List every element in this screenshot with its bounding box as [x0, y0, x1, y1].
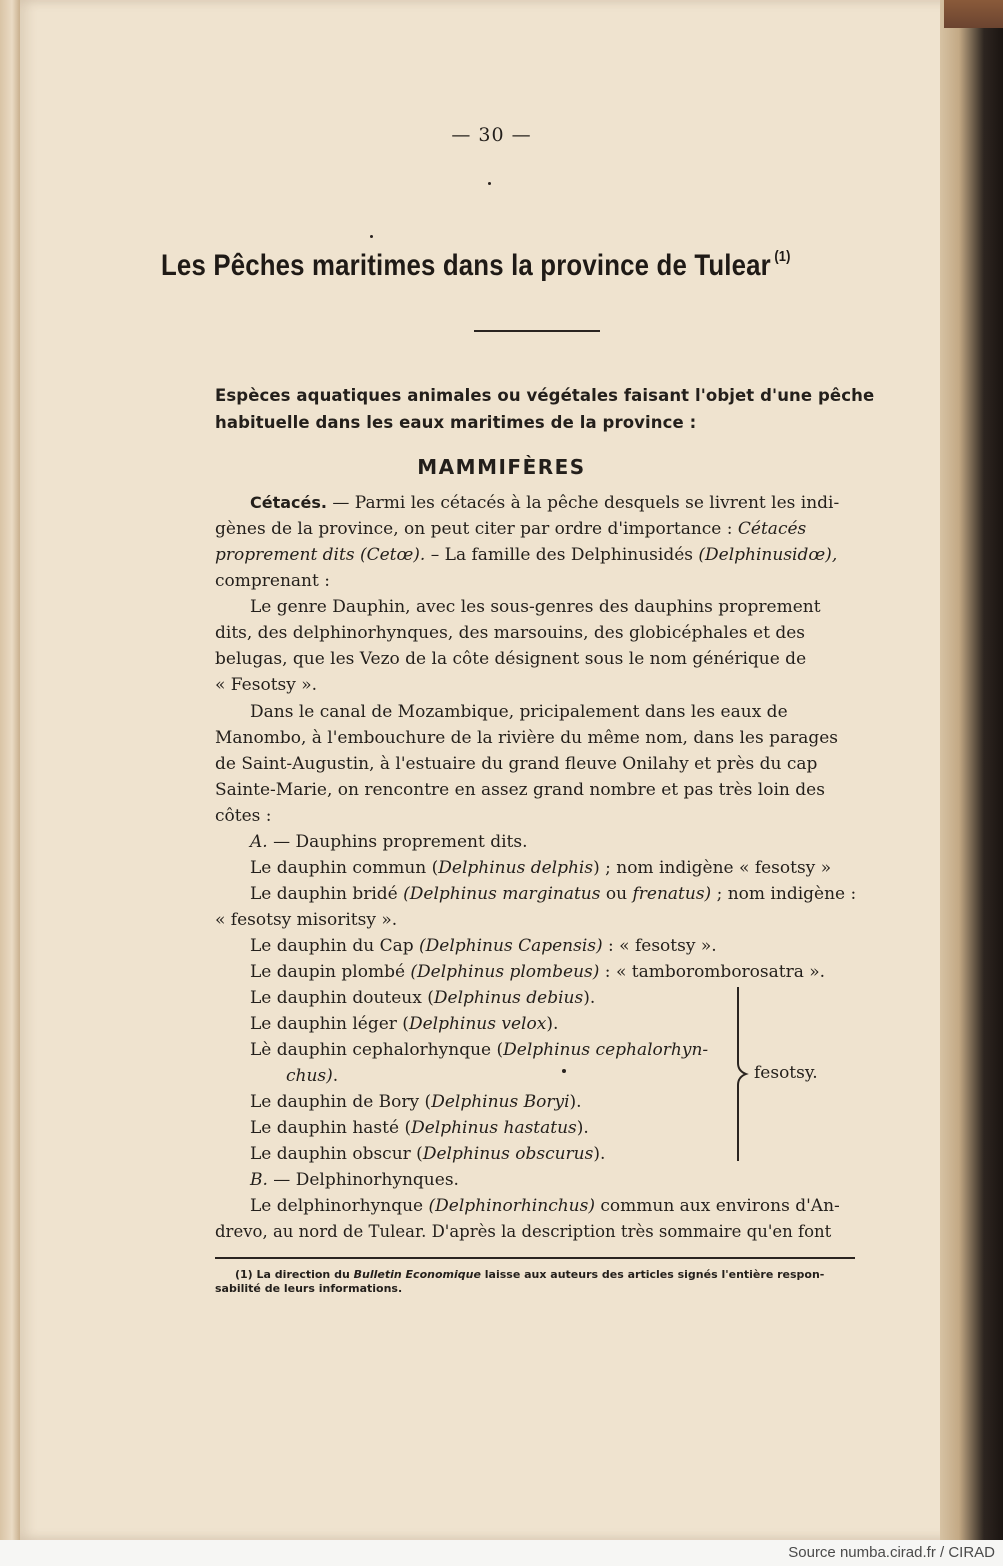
entry-cephalo: [250, 1042, 708, 1059]
entry-text: Le dauphin de Bory (: [250, 1092, 432, 1112]
ink-speck: [562, 1069, 566, 1073]
binding-left-edge: [0, 0, 20, 1540]
section-b-letter: B.: [250, 1170, 268, 1190]
para3-line-5: côtes :: [215, 806, 272, 826]
entry-latin: Delphinus obscurus: [422, 1144, 594, 1164]
ink-speck: [370, 235, 373, 238]
section-b-text: — Delphinorhynques.: [267, 1170, 459, 1190]
para2-line-4: « Fesotsy ».: [215, 675, 318, 695]
entry-latin: (Delphinus plombeus): [410, 962, 600, 982]
para1-line-3: [215, 547, 837, 564]
para3-line-3: de Saint-Augustin, à l'estuaire du grand fleuve Onilahy et près du cap: [215, 754, 818, 774]
entry-haste: [250, 1120, 589, 1137]
document-page: [20, 0, 963, 1540]
para1-line-2: [215, 521, 806, 538]
section-a: [250, 834, 528, 851]
para1-lead: Cétacés.: [250, 493, 327, 512]
para1-line-1: [250, 495, 839, 512]
entry-text: ou: [600, 884, 633, 904]
entry-latin: frenatus): [632, 884, 712, 904]
entry-latin: Delphinus delphis: [438, 858, 594, 878]
entry-obscur: [250, 1146, 605, 1163]
section-a-text: — Dauphins proprement dits.: [267, 832, 528, 852]
brace-label: fesotsy.: [754, 1063, 818, 1083]
footnote-italic: Bulletin Economique: [353, 1268, 481, 1281]
entry-bride: [250, 886, 856, 903]
entry-leger: [250, 1016, 558, 1033]
title-rule: [474, 330, 600, 332]
entry-latin: Delphinus cephalorhyn-: [503, 1040, 709, 1060]
source-credit: Source numba.cirad.fr / CIRAD: [788, 1544, 995, 1561]
entry-commun: [250, 860, 831, 877]
page-title: [20, 248, 932, 283]
entry-text: .: [332, 1066, 339, 1086]
entry-cephalo-line-2: [286, 1068, 338, 1085]
para1-line-4: comprenant :: [215, 571, 330, 591]
entry-text: Le dauphin obscur (: [250, 1144, 423, 1164]
entry-text: commun aux environs d'An-: [594, 1196, 840, 1216]
footnote-text: laisse aux auteurs des articles signés l'entière respon-: [480, 1268, 825, 1281]
entry-latin: Delphinus Boryi: [431, 1092, 570, 1112]
entry-latin: chus): [286, 1066, 333, 1086]
binding-right-edge: [940, 0, 1003, 1540]
entry-text: Le dauphin douteux (: [250, 988, 434, 1008]
para1-text: – La famille des Delphinusidés: [425, 545, 699, 565]
entry-latin: (Delphinus marginatus: [403, 884, 601, 904]
entry-text: Le dauphin bridé: [250, 884, 404, 904]
entry-text: ).: [546, 1014, 559, 1034]
footnote-line-2: sabilité de leurs informations.: [215, 1282, 403, 1295]
para1-text: gènes de la province, on peut citer par ordre d'importance :: [215, 519, 738, 539]
intro-line-1: Espèces aquatiques animales ou végétales faisant l'objet d'une pêche: [215, 386, 875, 405]
title-footnote-marker: (1): [774, 248, 791, 265]
section-a-letter: A.: [250, 832, 268, 852]
para3-line-2: Manombo, à l'embouchure de la rivière du même nom, dans les parages: [215, 728, 839, 748]
entry-text: ; nom indigène :: [711, 884, 857, 904]
entry-douteux: [250, 990, 595, 1007]
binding-top-band: [944, 0, 1003, 28]
entry-text: Le daupin plombé: [250, 962, 411, 982]
entry-latin: Delphinus velox: [408, 1014, 547, 1034]
footnote-line-1: [235, 1268, 824, 1281]
footnote-text: (1) La direction du: [235, 1268, 354, 1281]
para3-line-4: Sainte-Marie, on rencontre en assez grand nombre et pas très loin des: [215, 780, 825, 800]
brace: [732, 985, 754, 1163]
entry-text: ).: [576, 1118, 589, 1138]
entry-text: Le dauphin hasté (: [250, 1118, 412, 1138]
ink-speck: [488, 182, 491, 185]
para-last-line-1: [250, 1198, 840, 1215]
para1-italic: proprement dits (Cetœ).: [215, 545, 426, 565]
para2-line-1: Le genre Dauphin, avec les sous-genres des dauphins proprement: [250, 597, 821, 617]
entry-text: : « fesotsy ».: [602, 936, 717, 956]
entry-latin: (Delphinorhinchus): [428, 1196, 595, 1216]
entry-text: Le dauphin commun (: [250, 858, 439, 878]
entry-text: : « tamboromborosatra ».: [599, 962, 826, 982]
entry-bride-line-2: « fesotsy misoritsy ».: [215, 910, 398, 930]
entry-text: ).: [593, 1144, 606, 1164]
entry-text: Le delphinorhynque: [250, 1196, 429, 1216]
para2-line-2: dits, des delphinorhynques, des marsouins, des globicéphales et des: [215, 623, 805, 643]
entry-text: ).: [569, 1092, 582, 1112]
entry-latin: Delphinus debius: [433, 988, 584, 1008]
entry-latin: (Delphinus Capensis): [419, 936, 603, 956]
entry-text: ) ; nom indigène « fesotsy »: [593, 858, 832, 878]
para3-line-1: Dans le canal de Mozambique, pricipalement dans les eaux de: [250, 702, 788, 722]
entry-bory: [250, 1094, 582, 1111]
page-number: — 30 —: [451, 124, 532, 146]
section-b: [250, 1172, 459, 1189]
entry-text: Le dauphin léger (: [250, 1014, 409, 1034]
entry-text: ).: [583, 988, 596, 1008]
entry-plombe: [250, 964, 825, 981]
entry-text: Lè dauphin cephalorhynque (: [250, 1040, 504, 1060]
entry-cap: [250, 938, 717, 955]
para-last-line-2: drevo, au nord de Tulear. D'après la description très sommaire qu'en font: [215, 1222, 832, 1241]
entry-text: Le dauphin du Cap: [250, 936, 420, 956]
para1-italic: (Delphinusidœ),: [698, 545, 838, 565]
para2-line-3: belugas, que les Vezo de la côte désignent sous le nom générique de: [215, 649, 807, 669]
intro-line-2: habituelle dans les eaux maritimes de la province :: [215, 413, 697, 432]
para1-text: — Parmi les cétacés à la pêche desquels se livrent les indi-: [326, 493, 840, 513]
para1-italic: Cétacés: [737, 519, 807, 539]
section-heading: MAMMIFÈRES: [417, 455, 586, 479]
footnote-rule: [215, 1257, 855, 1259]
entry-latin: Delphinus hastatus: [411, 1118, 577, 1138]
title-text: Les Pêches maritimes dans la province de Tulear: [160, 249, 771, 282]
